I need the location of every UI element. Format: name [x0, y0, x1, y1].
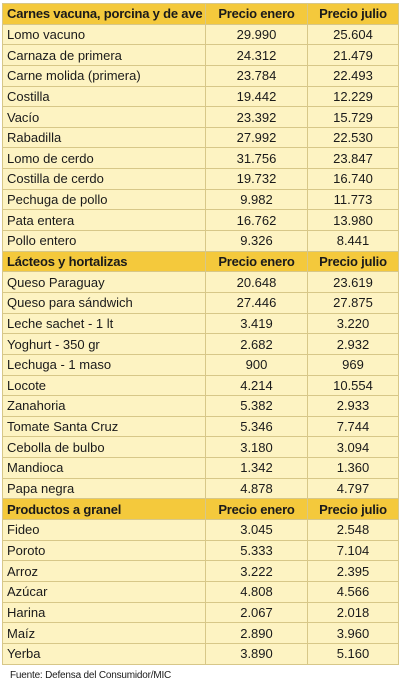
price-january: 3.222: [206, 561, 308, 582]
column-header-july: Precio julio: [308, 499, 399, 520]
product-name: Cebolla de bulbo: [3, 437, 206, 458]
table-row: [3, 458, 399, 479]
price-january: 19.442: [206, 86, 308, 107]
price-table: [2, 3, 399, 665]
column-header-january: Precio enero: [206, 499, 308, 520]
table-row: [3, 65, 399, 86]
table-row: [3, 375, 399, 396]
price-july: 27.875: [308, 292, 399, 313]
price-july: 5.160: [308, 643, 399, 664]
price-january: 20.648: [206, 272, 308, 293]
price-january: 900: [206, 354, 308, 375]
section-title: Lácteos y hortalizas: [3, 251, 206, 272]
price-january: 4.214: [206, 375, 308, 396]
table-row: [3, 148, 399, 169]
price-july: 2.933: [308, 396, 399, 417]
price-july: 7.744: [308, 416, 399, 437]
product-name: Lomo de cerdo: [3, 148, 206, 169]
price-july: 3.220: [308, 313, 399, 334]
table-row: [3, 643, 399, 664]
price-january: 4.878: [206, 478, 308, 499]
price-january: 2.890: [206, 623, 308, 644]
column-header-july: Precio julio: [308, 251, 399, 272]
product-name: Rabadilla: [3, 127, 206, 148]
price-january: 16.762: [206, 210, 308, 231]
product-name: Costilla: [3, 86, 206, 107]
table-row: [3, 623, 399, 644]
table-row: [3, 45, 399, 66]
section-header-row: [3, 499, 399, 520]
price-january: 29.990: [206, 24, 308, 45]
price-january: 31.756: [206, 148, 308, 169]
price-july: 7.104: [308, 540, 399, 561]
table-row: [3, 231, 399, 252]
product-name: Vacío: [3, 107, 206, 128]
table-row: [3, 272, 399, 293]
price-july: 2.548: [308, 520, 399, 541]
product-name: Costilla de cerdo: [3, 169, 206, 190]
price-january: 27.992: [206, 127, 308, 148]
table-row: [3, 107, 399, 128]
product-name: Queso Paraguay: [3, 272, 206, 293]
price-january: 5.346: [206, 416, 308, 437]
table-row: [3, 437, 399, 458]
price-july: 2.932: [308, 334, 399, 355]
table-row: [3, 210, 399, 231]
price-july: 1.360: [308, 458, 399, 479]
table-row: [3, 127, 399, 148]
price-july: 4.566: [308, 581, 399, 602]
product-name: Yoghurt - 350 gr: [3, 334, 206, 355]
price-january: 3.890: [206, 643, 308, 664]
price-july: 16.740: [308, 169, 399, 190]
product-name: Pata entera: [3, 210, 206, 231]
price-january: 3.180: [206, 437, 308, 458]
table-row: [3, 334, 399, 355]
price-july: 3.094: [308, 437, 399, 458]
price-july: 4.797: [308, 478, 399, 499]
product-name: Poroto: [3, 540, 206, 561]
product-name: Queso para sándwich: [3, 292, 206, 313]
price-january: 5.333: [206, 540, 308, 561]
table-row: [3, 581, 399, 602]
price-july: 23.619: [308, 272, 399, 293]
column-header-january: Precio enero: [206, 251, 308, 272]
price-january: 23.392: [206, 107, 308, 128]
price-july: 11.773: [308, 189, 399, 210]
table-row: [3, 189, 399, 210]
price-january: 3.045: [206, 520, 308, 541]
price-july: 13.980: [308, 210, 399, 231]
price-january: 2.067: [206, 602, 308, 623]
price-january: 27.446: [206, 292, 308, 313]
product-name: Azúcar: [3, 581, 206, 602]
table-row: [3, 416, 399, 437]
price-july: 22.493: [308, 65, 399, 86]
section-title: Carnes vacuna, porcina y de ave: [3, 4, 206, 25]
product-name: Yerba: [3, 643, 206, 664]
price-january: 4.808: [206, 581, 308, 602]
price-july: 969: [308, 354, 399, 375]
column-header-july: Precio julio: [308, 4, 399, 25]
table-row: [3, 561, 399, 582]
table-row: [3, 478, 399, 499]
product-name: Pechuga de pollo: [3, 189, 206, 210]
product-name: Fideo: [3, 520, 206, 541]
section-header-row: [3, 4, 399, 25]
table-row: [3, 520, 399, 541]
price-january: 1.342: [206, 458, 308, 479]
product-name: Lechuga - 1 maso: [3, 354, 206, 375]
product-name: Arroz: [3, 561, 206, 582]
table-row: [3, 602, 399, 623]
table-row: [3, 169, 399, 190]
section-header-row: [3, 251, 399, 272]
product-name: Papa negra: [3, 478, 206, 499]
table-row: [3, 24, 399, 45]
price-january: 5.382: [206, 396, 308, 417]
table-row: [3, 354, 399, 375]
price-july: 22.530: [308, 127, 399, 148]
price-july: 15.729: [308, 107, 399, 128]
product-name: Leche sachet - 1 lt: [3, 313, 206, 334]
product-name: Locote: [3, 375, 206, 396]
table-row: [3, 396, 399, 417]
table-row: [3, 540, 399, 561]
product-name: Tomate Santa Cruz: [3, 416, 206, 437]
price-july: 2.018: [308, 602, 399, 623]
price-july: 10.554: [308, 375, 399, 396]
price-january: 2.682: [206, 334, 308, 355]
table-row: [3, 292, 399, 313]
product-name: Lomo vacuno: [3, 24, 206, 45]
price-july: 2.395: [308, 561, 399, 582]
product-name: Pollo entero: [3, 231, 206, 252]
column-header-january: Precio enero: [206, 4, 308, 25]
price-january: 9.982: [206, 189, 308, 210]
price-january: 24.312: [206, 45, 308, 66]
price-july: 25.604: [308, 24, 399, 45]
section-title: Productos a granel: [3, 499, 206, 520]
price-july: 23.847: [308, 148, 399, 169]
price-january: 19.732: [206, 169, 308, 190]
product-name: Mandioca: [3, 458, 206, 479]
table-row: [3, 86, 399, 107]
price-july: 12.229: [308, 86, 399, 107]
product-name: Harina: [3, 602, 206, 623]
price-july: 8.441: [308, 231, 399, 252]
price-january: 9.326: [206, 231, 308, 252]
product-name: Carnaza de primera: [3, 45, 206, 66]
table-row: [3, 313, 399, 334]
price-july: 21.479: [308, 45, 399, 66]
product-name: Carne molida (primera): [3, 65, 206, 86]
product-name: Zanahoria: [3, 396, 206, 417]
price-july: 3.960: [308, 623, 399, 644]
price-january: 3.419: [206, 313, 308, 334]
price-table-body: [3, 4, 399, 665]
source-note: Fuente: Defensa del Consumidor/MIC: [10, 669, 172, 681]
price-january: 23.784: [206, 65, 308, 86]
product-name: Maíz: [3, 623, 206, 644]
